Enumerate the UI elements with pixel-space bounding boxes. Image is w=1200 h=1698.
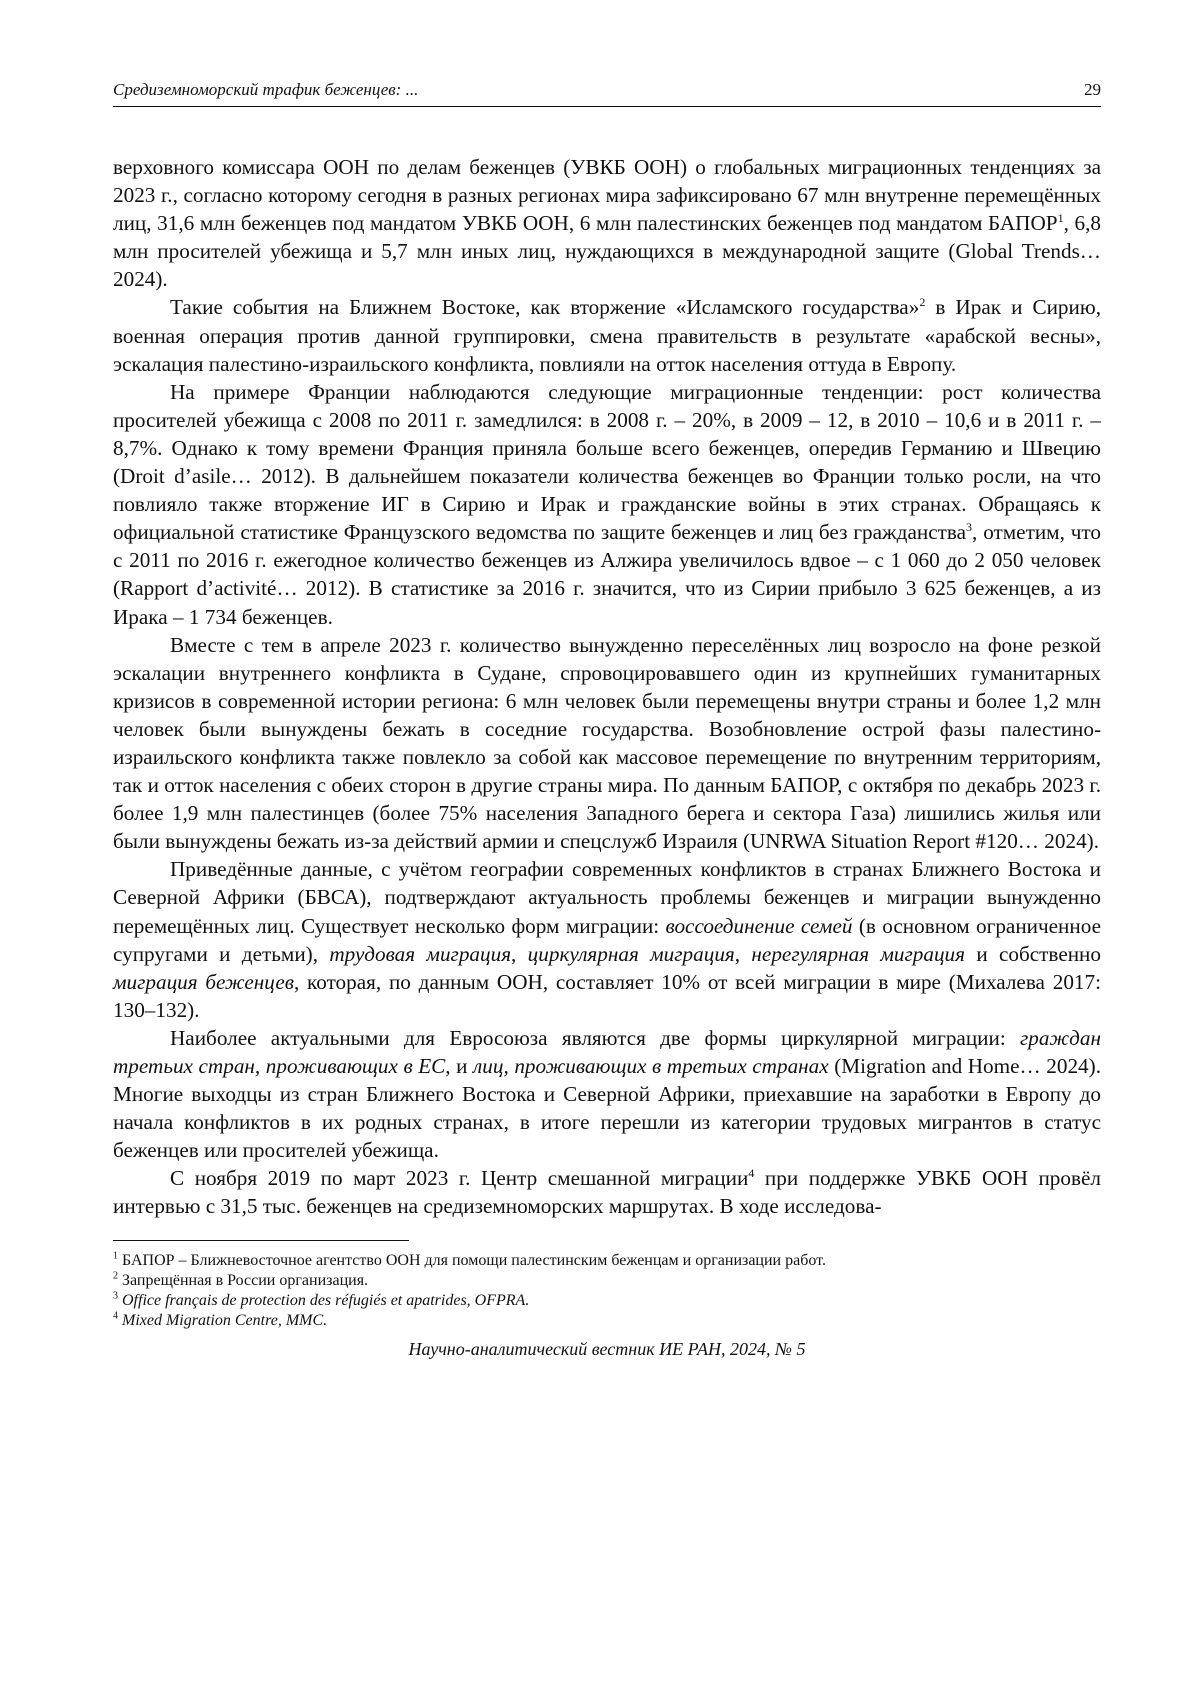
text-run: (в основном ограниченное супругами и детьми), <box>113 913 1101 966</box>
italic-term: трудовая миграция <box>329 941 512 966</box>
footnote-ref: 1 <box>1057 211 1064 226</box>
footnote-text: Запрещённая в России организация. <box>122 1271 369 1289</box>
body-text <box>113 153 1101 1221</box>
paragraph <box>113 855 1101 1024</box>
text-run: , отметим, что с 2011 по 2016 г. ежегодное количество беженцев из Алжира увеличилось вдвое – с 1 060 до 2 050 человек (Rapport d’activité… 2012). В статистике за 2016 г. значится, что из Сирии прибыло 3 625 беженцев, а из Ирака – 1 734 беженцев. <box>113 520 1102 629</box>
italic-term: нерегулярная миграция <box>751 941 965 966</box>
footnote-number: 4 <box>113 1310 118 1322</box>
footnote-number: 2 <box>113 1270 118 1282</box>
footnote-ref: 4 <box>748 1166 755 1181</box>
text-run: верховного комиссара ООН по делам беженцев (УВКБ ООН) о глобальных миграционных тенденциях за 2023 г., согласно которому сегодня в разных регионах мира зафиксировано 67 млн внутренне перемещённых лиц, 31,6 млн беженцев под мандатом УВКБ ООН, 6 млн палестинских беженцев под мандатом БАПОР <box>113 155 1101 236</box>
footnote <box>113 1251 1101 1271</box>
italic-term: миграция беженцев <box>113 969 294 994</box>
page-number: 29 <box>1084 80 1101 99</box>
paragraph <box>113 293 1101 377</box>
footnote <box>113 1311 1101 1331</box>
paragraph <box>113 378 1101 631</box>
italic-term: циркулярная миграция <box>527 941 735 966</box>
text-run: , которая, по данным ООН, составляет 10% от всей миграции в мире (Михалева 2017: 130–132). <box>113 969 1101 1022</box>
footnotes <box>113 1251 1101 1331</box>
footnote-number: 1 <box>113 1250 118 1262</box>
footnote-ref: 2 <box>919 295 926 310</box>
footnote-text: Office français de protection des réfugiés et apatrides, OFPRA. <box>122 1291 530 1309</box>
footnote-ref: 3 <box>966 520 972 535</box>
italic-term: воссоединение семей <box>665 913 853 938</box>
footnote <box>113 1271 1101 1291</box>
text-run: С ноября 2019 по март 2023 г. Центр смешанной миграции <box>170 1166 749 1191</box>
text-run: Вместе с тем в апреле 2023 г. количество вынужденно переселённых лиц возросло на фоне резкой эскалации внутреннего конфликта в Судане, спровоцировавшего один из крупнейших гуманитарных кризисов в современной истории региона: 6 млн человек были перемещены внутри страны и более 1,2 млн человек были вынуждены бежать в соседние государства. Возобновление острой фазы палестино-израильского конфликта также повлекло за собой как массовое перемещение по внутренним территориям, так и отток населения с обеих сторон в другие страны мира. По данным БАПОР, с октября по декабрь 2023 г. более 1,9 млн палестинцев (более 75% населения Западного берега и сектора Газа) лишились жилья или были вынуждены бежать из-за действий армии и спецслужб Израиля (UNRWA Situation Report #120… 2024). <box>113 632 1101 854</box>
text-run: На примере Франции наблюдаются следующие миграционные тенденции: рост количества просителей убежища с 2008 по 2011 г. замедлился: в 2008 г. – 20%, в 2009 – 12, в 2010 – 10,6 и в 2011 г. – 8,7%. Однако к тому времени Франция приняла больше всего беженцев, опередив Германию и Швецию (Droit d’asile… 2012). В дальнейшем показатели количества беженцев во Франции только росли, на что повлияло также вторжение ИГ в Сирию и Ирак и гражданские войны в этих странах. Обращаясь к официальной статистике Французского ведомства по защите беженцев и лиц без гражданства <box>113 379 1101 545</box>
paragraph <box>113 631 1101 856</box>
text-run: , <box>511 941 528 966</box>
page <box>113 80 1101 1360</box>
footnote-text: Mixed Migration Centre, MMC. <box>122 1311 328 1329</box>
footnote-divider <box>113 1240 409 1241</box>
text-run: при поддержке УВКБ ООН провёл интервью с 31,5 тыс. беженцев на средиземноморских маршрутах. В ходе исследова- <box>113 1166 1101 1219</box>
text-run: , <box>734 941 752 966</box>
text-run: Такие события на Ближнем Востоке, как вторжение «Исламского государства» <box>170 295 920 320</box>
footnote-number: 3 <box>113 1290 118 1302</box>
paragraph <box>113 1164 1101 1220</box>
italic-term: лиц, проживающих в третьих странах <box>473 1054 829 1078</box>
text-run: Приведённые данные, с учётом географии современных конфликтов в странах Ближнего Востока и Северной Африки (БВСА), подтверждают актуальность проблемы беженцев и миграции вынужденно перемещённых лиц. Существует несколько форм миграции: <box>113 857 1101 938</box>
text-run: в Ирак и Сирию, военная операция против данной группировки, смена правительств в результате «арабской весны», эскалация палестино-израильского конфликта, повлияли на отток населения оттуда в Европу. <box>113 295 1101 376</box>
running-header <box>113 80 1101 107</box>
text-run: и собственно <box>965 941 1101 966</box>
text-run: , и <box>445 1054 474 1078</box>
text-run: Наиболее актуальными для Евросоюза являются две формы циркулярной миграции: <box>170 1025 1021 1050</box>
footnote-text: БАПОР – Ближневосточное агентство ООН для помощи палестинским беженцам и организации работ. <box>122 1251 826 1269</box>
paragraph <box>113 1024 1101 1164</box>
italic-term: граждан третьих стран, проживающих в ЕС <box>113 1025 1101 1078</box>
running-title: Средиземноморский трафик беженцев: ... <box>113 80 419 99</box>
journal-footer: Научно-аналитический вестник ИЕ РАН, 2024, № 5 <box>408 1338 806 1359</box>
paragraph <box>113 153 1101 293</box>
text-run: (Migration and Home… 2024). Многие выходцы из стран Ближнего Востока и Северной Африки, приехавшие на заработки в Европу до начала конфликтов в их родных странах, в итоге перешли из категории трудовых мигрантов в статус беженцев или просителей убежища. <box>113 1054 1101 1163</box>
footnote <box>113 1291 1101 1311</box>
text-run: , 6,8 млн просителей убежища и 5,7 млн иных лиц, нуждающихся в международной защите (Global Trends… 2024). <box>113 211 1101 292</box>
